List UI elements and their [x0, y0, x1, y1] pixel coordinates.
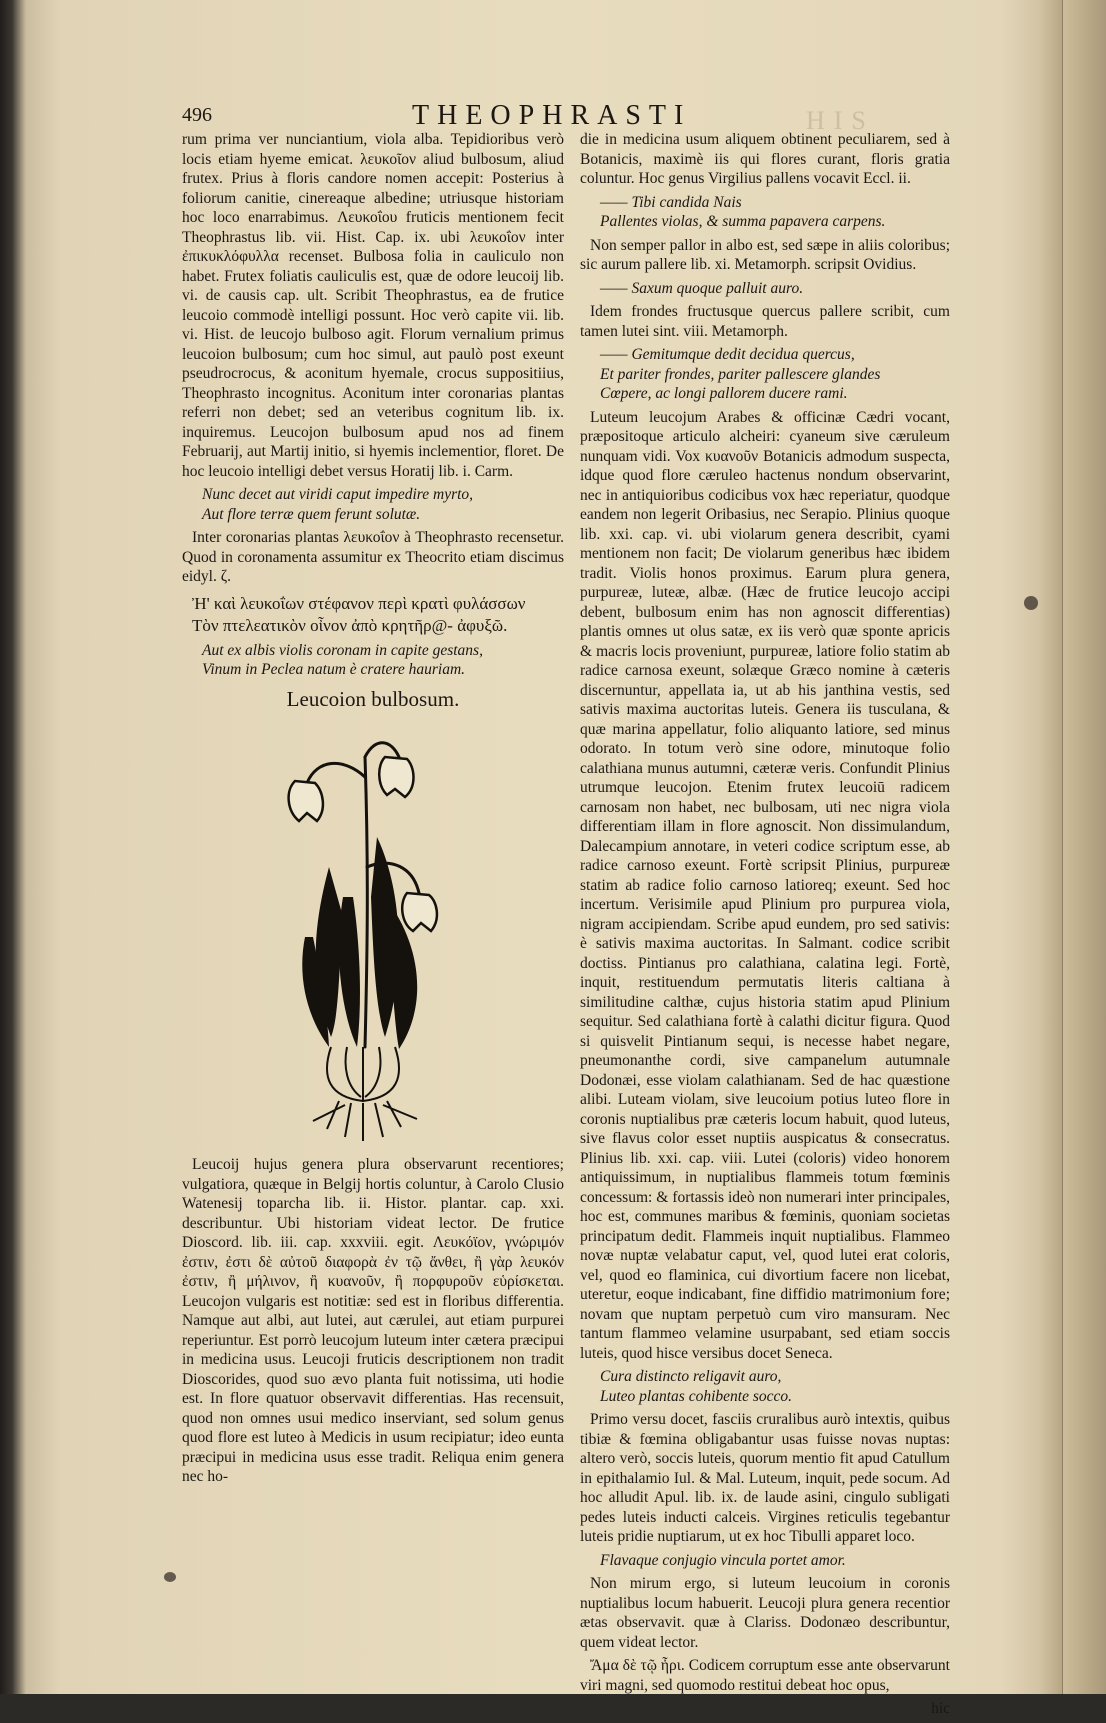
- catchword: hic: [931, 1700, 950, 1717]
- verse-quote: [600, 193, 950, 232]
- paragraph: Non semper pallor in albo est, sed sæpe in aliis coloribus; sic aurum pallere lib. xi. Metamorph. scripsit Ovidius.: [580, 236, 950, 273]
- paragraph: Idem frondes fructusque quercus pallere scribit, cum tamen lutei sint. viii. Metamorph.: [580, 303, 950, 340]
- verse-line: Luteo plantas cohibente socco.: [600, 1387, 792, 1405]
- paragraph: Luteum leucojum Arabes & officinæ Cædri vocant, præpositoque articulo alcheiri: cyaneum sive cæruleum nunquam vidi. Vox κυανοῦν Botanicis admodum suspecta, idque quod flore cæruleo hactenus nondum observarint, nec in antiquioribus codicibus vox hæc reperiatur, quodque eandem non legerit Oribasius, nec Serapio. Plinius quoque lib. xxi. cap. vi. ubi violarum genera describit, cyami mentionem non facit; De violarum generibus hæc ibidem tradit. Violis honos proximus. Earum plura genera, purpureæ, luteæ, albæ. (Hæc de frutice leucojo accipi debent, bulbosum enim has non agnoscit differentias) plantis omnes ut olus satæ, ex iis verò quæ sponte apricis & macris locis proveniunt, purpureæ, latiore folio statim ab radice carnosa exeunt, solæque Græco nomine à cæteris discernuntur, appellata ia, ut ab his janthina vestis, sed sativis maxima auctoritas luteis. Genera iis tusculana, & quæ marina appellatur, folio aliquanto latiore, sed minus odorato. In totum verò sine odore, minutoque folio calathiana munus autumni, cæteræ veris. Confundit Plinius utrumque leucojon. Etenim frutex leucoiū radicem carnosam non habet, nec bulbosam, uti nec nigra viola differentiam illam in flore agnoscit. Non dissimulandum, Dalecampium annotare, in veteri codice scriptum esse, ab radice carnoso exeunt. Fortè scripsit Plinius, purpureæ statim ab radice folio carnoso latioreq; exeunt. Sed hoc incertum. Verisimile apud Plinium pro purpurea viola, nigram accipiendam. Scribe apud eundem, pro sed sativis: è sativis maxima auctoritas. In Salmant. codice scribit doctiss. Pintianus pro calathiana, calatina legi. Fortè, inquit, restituendum permutatis literis caltiana à similitudine calthæ, cujus historia statim apud Plinium sequitur. Sed calathiana fortè à calathi dicitur figura. Quod si quisvelit Pintianum sequi, is necesse habet negare, pneumonanthe cordi, sive campanelum autumnale Dodonæi, esse violam calathianam. Sed de hac quæstione alibi. Luteam violam, sive leucoium potius luteo flore in coronis nuptialibus præ cæteris locum habuit, quod luteus, sive flavus color esset nuptiis auspicatus & consecratus. Plinius lib. xxi. cap. viii. Lutei (coloris) video honorem antiquissimum, in nuptialibus flammeis totum fœminis concessum: & fortassis ideò non numerari inter principales, hoc est, communes maribus & fœminis, quoniam societas principatum dedit. Flammeis inquit nuptialibus. Flammeo novæ nuptæ velabatur caput, vel, quod lutei erat coloris, vel, quod eo flaminica, cui divortium facere non licebat, uteretur, eoque indicabant, fine diffidio matrimonium fore; novam que nuptam perpetuò cum viro mansuram. Nec tantum flammeo velamine usurpabant, sed etiam soccis luteis, quod hisce versibus docet Seneca.: [580, 408, 950, 1362]
- bleed-through-text: HIS: [806, 106, 875, 135]
- paragraph: Ἄμα δὲ τῷ ἦρι. Codicem corruptum esse ante observarunt viri magni, sed quomodo restitui debeat hoc opus,: [580, 1657, 950, 1694]
- left-column: [182, 130, 564, 1491]
- paragraph: Non mirum ergo, si luteum leucoium in coronis nuptialibus locum habuerit. Leucoji plura genera recentior ætas observavit. quæ à Clariss. Dodonæo describuntur, quem videat lector.: [580, 1575, 950, 1651]
- verse-line: —— Saxum quoque palluit auro.: [600, 279, 804, 297]
- book-page: [26, 0, 1062, 1717]
- right-column: [580, 130, 950, 1723]
- greek-line: Ἠ' καὶ λευκοΐων στέφανον περὶ κρατὶ φυλάσσων: [192, 593, 526, 613]
- verse-line: Vinum in Peclea natum è cratere hauriam.: [202, 661, 466, 678]
- paragraph: die in medicina usum aliquem obtinent peculiarem, sed à Botanicis, maximè iis qui flores curant, floris gratia coluntur. Hoc genus Virgilius pallens vocavit Eccl. ii.: [580, 131, 950, 187]
- verse-line: Pallentes violas, & summa papavera carpens.: [600, 213, 886, 230]
- running-head: THEOPHRASTI: [412, 100, 692, 131]
- leucoion-woodcut-illustration: [273, 717, 473, 1147]
- verse-line: Aut flore terræ quem ferunt solutæ.: [202, 505, 421, 523]
- facing-page-edge: [1062, 0, 1106, 1694]
- verse-quote: [600, 279, 950, 299]
- ink-spot: [164, 1572, 176, 1582]
- illustration-caption: Leucoion bulbosum.: [286, 686, 460, 711]
- verse-line: Flavaque conjugio vincula portet amor.: [600, 1551, 846, 1569]
- verse-translation: [202, 641, 564, 680]
- verse-quote: [600, 1367, 950, 1406]
- verse-line: Cœpere, ac longi pallorem ducere rami.: [600, 385, 848, 402]
- greek-line: Τὸν πτελεατικὸν οἶνον ἀπὸ κρητῆρ@- ἀφυξῶ.: [192, 615, 508, 635]
- paragraph: rum prima ver nunciantium, viola alba. Tepidioribus verò locis etiam hyeme emicat. λευκοῖον aliud bulbosum, aliud frutex. Prius à floris candore nomen accepit: Posterius à foliorum canitie, cinereaque albedine; utriusque historiam hoc loco enarrabimus. Λευκοΐου fruticis mentionem fecit Theophrastus lib. vii. Hist. Cap. ix. ubi λευκοΐον inter ἐπικυκλόφυλλα recenset. Bulbosa folia in cauliculo non habet. Frutex foliatis cauliculis est, quæ de odore leucoij lib. vi. de causis cap. ult. Scribit Theophrastus, ea de frutice leucoio commodè intelligi possunt. Hoc verò capite vii. lib. vi. Hist. de leucojo bulboso agit. Florum vernalium primus leucoion bulbosum; cum hoc simul, aut paulò post exeunt pseudrocrocus, & aconitum hyemale, crocus suppositiius, Theophrasto incognitus. Aconitum inter coronarias plantas referri non debet; sed an veteribus cognitum lib. ix. inquiremus. Leucojon bulbosum apud nos ad finem Februarij, aut Martij initio, si hyemis inclementior, floret. De hoc leucoio intelligi debet versus Horatij lib. i. Carm.: [182, 131, 564, 480]
- verse-line: Et pariter frondes, pariter pallescere glandes: [600, 365, 881, 383]
- paragraph: Primo versu docet, fasciis cruralibus aurò intextis, quibus tibiæ & fœmina obligabantur usas fuisse novas nuptas: altero verò, soccis luteis, quorum mentio fit apud Catullum in epithalamio Iul. & Mal. Luteum, inquit, pede socum. Ad hoc alludit Apul. lib. ix. de laude asini, cingulo subligati pedes luteis inducti calceis. Virgines reticulis tegebantur luteis pridie nuptiarum, ut ex hoc Tibulli apparet loco.: [580, 1411, 950, 1545]
- ink-spot: [1024, 596, 1038, 610]
- verse-line: —— Tibi candida Nais: [600, 193, 742, 211]
- verse-line: —— Gemitumque dedit decidua quercus,: [600, 346, 855, 363]
- verse-quote: [600, 1551, 950, 1571]
- paragraph: Inter coronarias plantas λευκοΐον à Theophrasto recensetur. Quod in coronamenta assumitur ex Theocrito etiam discimus eidyl. ζ.: [182, 529, 564, 585]
- page-number: 496: [182, 104, 212, 126]
- verse-quote: [600, 345, 950, 404]
- verse-line: Nunc decet aut viridi caput impedire myrto,: [202, 486, 474, 503]
- verse-line: Aut ex albis violis coronam in capite gestans,: [202, 641, 483, 659]
- greek-verse: [192, 593, 564, 637]
- verse-line: Cura distincto religavit auro,: [600, 1368, 782, 1385]
- verse-quote: [202, 485, 564, 524]
- paragraph: Leucoij hujus genera plura observarunt recentiores; vulgatiora, quæque in Belgij hortis coluntur, à Carolo Clusio Watenesij toparcha lib. ii. Histor. plantar. cap. xxi. describuntur. Ubi historiam videat lector. De frutice Dioscord. lib. iii. cap. xxxviii. egit. Λευκόϊον, γνώριμόν ἐστιν, ἐστι δὲ αὐτοῦ διαφορὰ ἐν τῷ ἄνθει, ἢ γὰρ λευκόν ἐστιν, ἢ μήλινον, ἢ κυανοῦν, ἢ πορφυροῦν εὑρίσκεται. Leucojon vulgaris est notitiæ: sed est in floribus differentia. Namque aut albi, aut lutei, aut cærulei, aut etiam purpurei reperiuntur. Est porrò leucojum luteum inter cætera præcipui in medicina usus. Leucoji fruticis descriptionem non tradit Dioscorides, quod suo ævo planta fuit notissima, uti hodie est. In flore quatuor observavit differentias. Has recensuit, quod non omnes usui medico inserviant, sed solum genus quod flore est luteo à Medicis in usum recipiatur; ideo eunta præcipui in medicina usus esse tradit. Reliqua enim genera nec ho-: [182, 1156, 564, 1485]
